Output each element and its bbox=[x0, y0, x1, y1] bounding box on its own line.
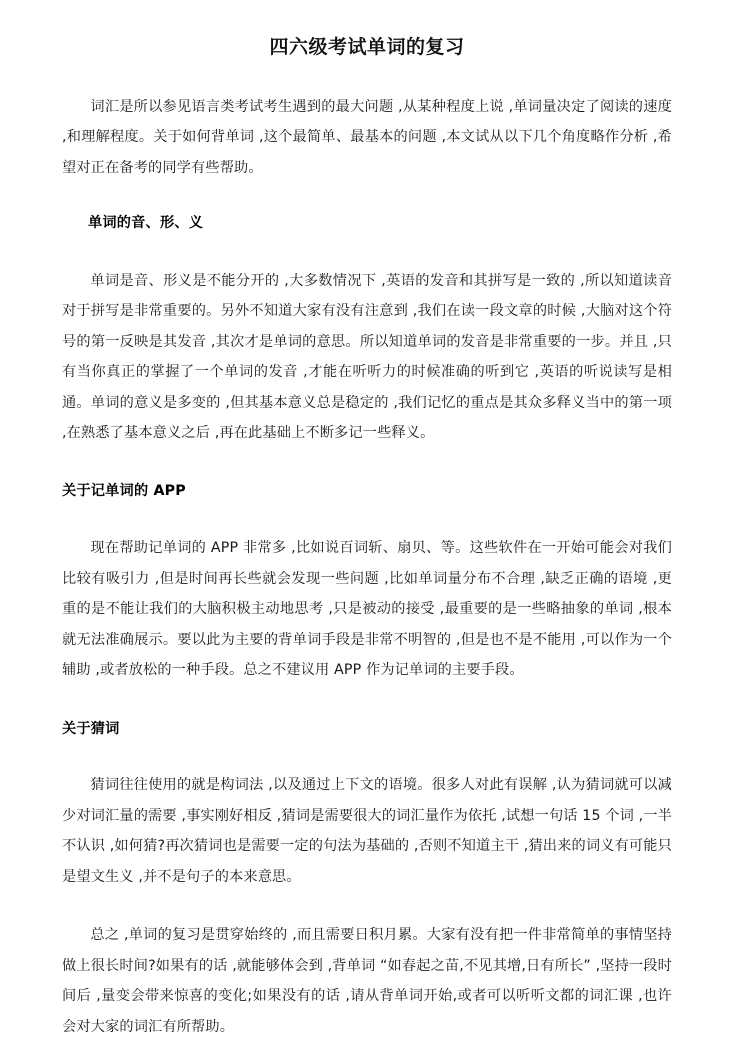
section-paragraph-vocabulary-app: 现在帮助记单词的 APP 非常多 ,比如说百词斩、扇贝、等。这些软件在一开始可能会对我们比较有吸引力 ,但是时间再长些就会发现一些问题 ,比如单词量分布不合理 ,缺乏正确的语境 ,更重的是不能让我们的大脑积极主动地思考 ,只是被动的接受 ,最重要的是一些略抽象的单词 ,根本就无法准确展示。要以此为主要的背单词手段是非常不明智的 ,但是也不是不能用 ,可以作为一个辅助 ,或者放松的一种手段。总之不建议用 APP 作为记单词的主要手段。 bbox=[62, 540, 672, 678]
spacer-before-heading-2 bbox=[62, 449, 672, 476]
intro-paragraph: 词汇是所以参见语言类考试考生遇到的最大问题 ,从某种程度上说 ,单词量决定了阅读的速度 ,和理解程度。关于如何背单词 ,这个最简单、最基本的问题 ,本文试从以下几个角度略作分析 ,希望对正在备考的同学有些帮助。 bbox=[62, 98, 672, 176]
section-heading-pronunciation-form-meaning: 单词的音、形、义 bbox=[88, 215, 204, 231]
closing-paragraph: 总之 ,单词的复习是贯穿始终的 ,而且需要日积月累。大家有没有把一件非常简单的事情坚持做上很长时间?如果有的话 ,就能够体会到 ,背单词 “如春起之苗,不见其增,日有所长” ,坚持一段时间后 ,量变会带来惊喜的变化;如果没有的话 ,请从背单词开始,或者可以听听文都的词汇课 ,也许会对大家的词汇有所帮助。 bbox=[62, 927, 672, 1035]
spacer-before-heading-3 bbox=[62, 686, 672, 714]
spacer-after-title bbox=[62, 62, 672, 92]
spacer-after-heading-2 bbox=[62, 506, 672, 533]
section-heading-vocabulary-app: 关于记单词的 APP bbox=[62, 482, 186, 499]
section-heading-word-guessing: 关于猜词 bbox=[62, 720, 120, 737]
spacer-after-heading-1 bbox=[62, 239, 672, 266]
section-paragraph-word-guessing: 猜词往往使用的就是构词法 ,以及通过上下文的语境。很多人对此有误解 ,认为猜词就可以减少对词汇量的需要 ,事实刚好相反 ,猜词是需要很大的词汇量作为依托 ,试想一句话 15 个词 ,一半不认识 ,如何猜?再次猜词也是需要一定的句法为基础的 ,否则不知道主干 ,猜出来的词义有可能只是望文生义 ,并不是句子的本来意思。 bbox=[62, 777, 672, 885]
spacer-before-closing bbox=[62, 892, 672, 920]
spacer-before-heading-1 bbox=[62, 183, 672, 208]
spacer-after-heading-3 bbox=[62, 744, 672, 770]
page-title: 四六级考试单词的复习 bbox=[269, 36, 465, 58]
section-paragraph-pronunciation-form-meaning: 单词是音、形义是不能分开的 ,大多数情况下 ,英语的发音和其拼写是一致的 ,所以知道读音对于拼写是非常重要的。另外不知道大家有没有注意到 ,我们在读一段文章的时候 ,大脑对这个符号的第一反映是其发音 ,其次才是单词的意思。所以知道单词的发音是非常重要的一步。并且 ,只有当你真正的掌握了一个单词的发音 ,才能在听听力的时候准确的听到它 ,英语的听说读写是相通。单词的意义是多变的 ,但其基本意义总是稳定的 ,我们记忆的重点是其众多释义当中的第一项 ,在熟悉了基本意义之后 ,再在此基础上不断多记一些释义。 bbox=[62, 272, 672, 441]
